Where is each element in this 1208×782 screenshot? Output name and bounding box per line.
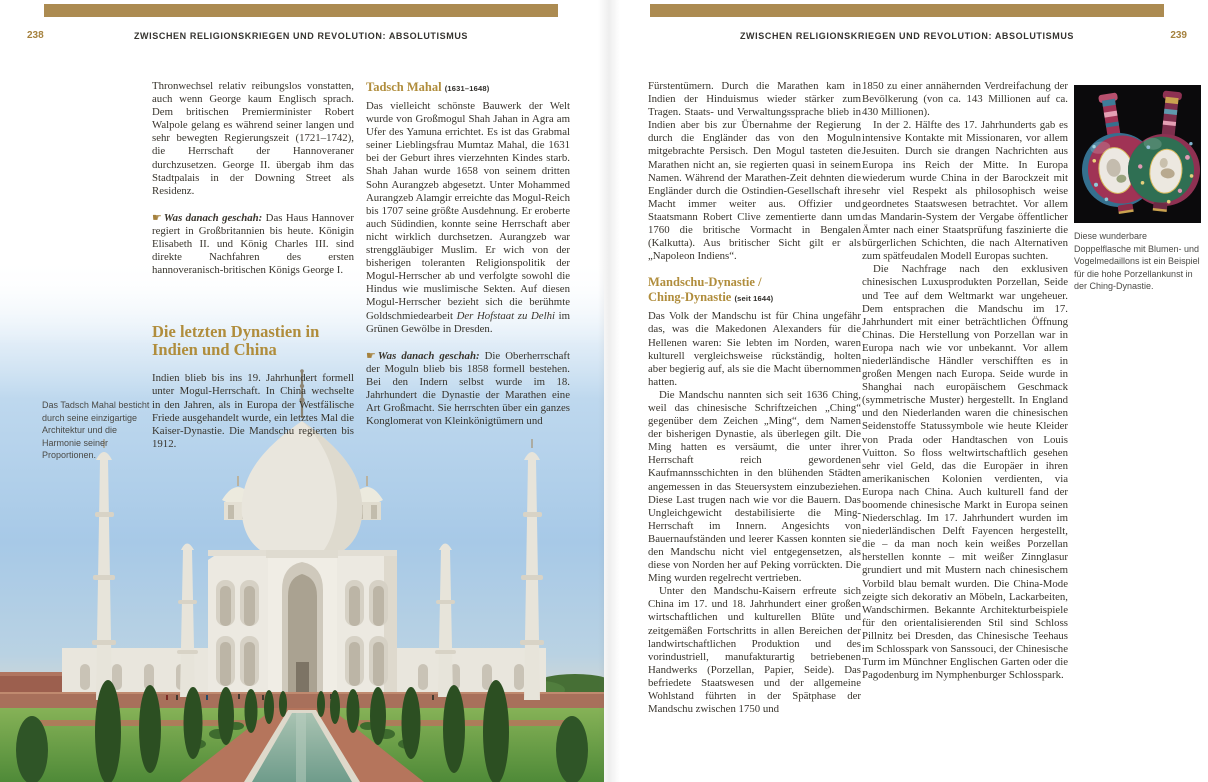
paragraph — [366, 100, 570, 336]
aftermath-paragraph — [366, 349, 570, 429]
paragraph: Thronwechsel relativ reibungslos vonstatten, auch wenn George kaum Englisch sprach. Dem britischen Premierminister Robert Walpole gelang es während seiner langen und sehr bewegten Regierungszeit (1721–1742), die Herrschaft der Hannoveraner durchzusetzen. George II. übergab ihm das Stadtpalais in der Downing Street als Residenz. — [152, 80, 354, 197]
section-heading: Die letzten Dynastien in Indien und China — [152, 322, 320, 359]
running-header-right: ZWISCHEN RELIGIONSKRIEGEN UND REVOLUTION: ABSOLUTISMUS — [739, 31, 1075, 41]
sub-heading — [366, 80, 570, 96]
paragraph: Unter den Mandschu-Kaisern erfreute sich China im 17. und 18. Jahrhundert einer großen wirtschaftlichen und kulturellen Blüte und zeitgemäßen Fortschritts in allen Bereichen der landwirtschaftlichen Produktion und des vorindustriell, manufakturartig betriebenen Handwerks (Porzellan, Papier, Seide). Das befriedete Staatswesen und der allgemeine Wohlstand führten in der Spätphase der Mandschu zwischen 1750 und — [648, 585, 861, 716]
paragraph: 1850 zu einer annähernden Verdreifachung der Bevölkerung (von ca. 143 Millionen auf ca. 430 Millionen). — [862, 80, 1068, 119]
sub-heading-line2: Ching-Dynastie — [648, 290, 732, 305]
paragraph: Das Volk der Mandschu ist für China ungefähr das, was die Makedonen Alexanders für die Hellenen waren: Sie lebten im Norden, waren kulturell vergleichsweise rückständig, holten aber begierig auf, als sie die Macht übernommen hatten. — [648, 310, 861, 388]
work-title-italic: Der Hofstaat zu Delhi — [456, 309, 555, 322]
right-page-column-2 — [862, 80, 1068, 682]
page-number-right: 239 — [1170, 30, 1187, 41]
aftermath-arrow-icon: ☛ — [152, 210, 162, 224]
paragraph: Die Mandschu nannten sich seit 1636 Ching, weil das chinesische Schriftzeichen „Ching“ gegenüber dem Zeichen „Ming“, dem Namen der bisherigen Dynastie, als überlegen gilt. Die Ming hatten es versäumt, die unter ihrer Herrschaft reich gewordenen Kaufmannsschichten in den blühenden Städten angemessen in das Steuersystem einzubeziehen. Diese Last trugen nach wie vor die Bauern. Das Ungleichgewicht destabilisierte die Ming-Herrschaft im Innern. Angesichts von Bauernaufständen und leerer Kassen konnten sie den Mandschu nicht viel entgegensetzen, als diese von Norden her auf Peking vorrückten. Die Ming wurden regelrecht vertrieben. — [648, 388, 861, 585]
aftermath-arrow-icon: ☛ — [366, 348, 376, 362]
aftermath-paragraph — [152, 211, 354, 277]
aftermath-label: Was danach geschah: — [163, 211, 263, 224]
running-header-left: ZWISCHEN RELIGIONSKRIEGEN UND REVOLUTION: ABSOLUTISMUS — [133, 31, 469, 41]
paragraph: Indien blieb bis ins 19. Jahrhundert formell unter Mogul-Herrschaft. In China wechselte in den Jahren, als in Europa der Westfälische Friede ausgehandelt wurde, ein letztes Mal die Kaiser-Dynastie. Die Mandschu regierten bis 1912. — [152, 372, 354, 450]
sub-heading-dates: (seit 1644) — [734, 294, 774, 304]
taj-photo-caption: Das Tadsch Mahal besticht durch seine einzigartige Architektur und die Harmonie seiner Proportionen. — [42, 400, 150, 461]
sub-heading-line1: Mandschu-Dynastie / — [648, 275, 762, 290]
page-number-left: 238 — [27, 30, 44, 41]
right-page-column-1 — [648, 80, 861, 716]
top-gold-bar-left — [44, 4, 558, 17]
paragraph-text: im Grünen Gewölbe in Dresden. — [366, 309, 571, 335]
left-page-column-1 — [152, 80, 354, 451]
sub-heading-dates: (1631–1648) — [444, 84, 490, 93]
paragraph-text: Das vielleicht schönste Bauwerk der Welt wurde von Großmogul Shah Jahan in Agra am Ufer des Yamuna errichtet. Es ist das Grabmal seiner Lieblingsfrau Mumtaz Mahal, die 1631 bei der Geburt ihres vierzehnten Kindes starb. Shah Jahan wurde 1658 von seinem dritten Sohn Aurangzeb abgesetzt. Unter Mohammed Aurangzeb Alamgir erreichte das Mogul-Reich bis 1707 seine größte Ausdehnung. Er eroberte auch Südindien, konnte seine Herrschaft aber nicht wirklich durchsetzen. Aurangzeb war strenggläubiger Muslim. Er wich von der bisherigen toleranten Religionspolitik der Mogul-Herrscher ab und verfolgte sowohl die Hindus wie muslimische Sekten. Auf diesen Mogul-Herrscher bezieht sich die berühmte Goldschmiedearbeit — [366, 100, 570, 322]
top-gold-bar-right — [650, 4, 1164, 17]
porcelain-double-flask-photo — [1074, 85, 1201, 223]
left-page-column-2 — [366, 80, 570, 428]
paragraph: Die Nachfrage nach den exklusiven chinesischen Luxusprodukten Porzellan, Seide und Tee auf dem Weltmarkt war ungeheuer. Dem entsprachen die Mandschu im 17. Jahrhundert mit einer beträchtlichen Öffnung Chinas. Die Herstellung von Porzellan war in Europa nach wie vor unbekannt. Vor allem niederländische Händler verschifften es in großen Mengen nach Europa. Seide wurde in Shanghai nach europäischem Geschmack (symmetrische Muster) hergestellt. In England und den Niederlanden waren die chinesischen Seidenstoffe Statussymbole wie heute Kleider von Prada oder Handtaschen von Louis Vuitton. So floss weltwirtschaftlich gesehen sehr viel Geld, das die Europäer in ihren amerikanischen Kolonien verdienten, via Europa nach China. Auch kulturell fand der boomende chinesische Markt in Europa seinen Niederschlag. Im 17. Jahrhundert wurden im niederländischen Delft Fayencen hergestellt, die – da man noch kein weißes Porzellan herstellen konnte – mit weißer Zinnglasur grundiert und mit Mustern nach chinesischem Vorbild blau bemalt wurden. Die China-Mode zeigte sich dekorativ an Möbeln, Lackarbeiten, Wandschirmen. Bekannte Architekturbeispiele für den orientalisierenden Stil sind Schloss Pillnitz bei Dresden, das Chinesische Teehaus im Schlosspark von Sanssouci, der Chinesische Turm im Münchner Englischen Garten oder die Pagodenburg im Nymphenburger Schlosspark. — [862, 263, 1068, 682]
taj-gardens — [0, 708, 604, 782]
aftermath-text: Die Oberherrschaft der Moguln blieb bis 1858 formell bestehen. Bei den Indern selbst wurde im 18. Jahrhundert die Dynastie der Marathen eine Art Großmacht. Sie herrschten über ein ganzes Konglomerat von Kleinkönigtümern und — [366, 349, 570, 428]
aftermath-text: Das Haus Hannover regiert in Großbritannien bis heute. Königin Elisabeth II. und König Charles III. sind direkte Nachfahren des ersten hannoveranisch-britischen Königs George I. — [152, 211, 355, 277]
sub-heading-title: Tadsch Mahal — [366, 80, 442, 94]
paragraph: Fürstentümern. Durch die Marathen kam in Indien der Hinduismus wieder stärker zum Tragen. Staats- und Verwaltungssprache blieb in Indien aber bis zur Übernahme der Regierung durch die Engländer das von den Moguln mitgebrachte Persisch. Den Mogul tasteten die Marathen nicht an, sie regierten quasi in seinem Namen. Während der Marathen-Zeit dehnten die Engländer durch die Ostindien-Gesellschaft ihre Macht immer weiter aus. Offizier und Staatsmann Robert Clive zementierte dann um 1760 die britische Vormacht in Bengalen (Kalkutta). Aus britischer Sicht gilt er als „Napoleon Indiens“. — [648, 80, 861, 263]
aftermath-label: Was danach geschah: — [377, 349, 480, 362]
sub-heading — [648, 275, 861, 306]
paragraph: In der 2. Hälfte des 17. Jahrhunderts gab es intensive Kontakte mit Missionaren, vor allem Jesuiten. Durch sie drangen Nachrichten aus Europa ins Reich der Mitte. In Europa wiederum wurde China in der Barockzeit mit sehr viel Respekt als philosophisch weise geordnetes Staatswesen betrachtet. Vor allem das Mandarin-System der Vergabe öffentlicher Ämter nach einer Staatsprüfung faszinierte die bürgerlichen Schichten, die nach Alternativen zum spätfeudalen Modell Europas suchten. — [862, 119, 1068, 263]
vase-photo-caption: Diese wunderbare Doppelflasche mit Blumen- und Vogelmedaillons ist ein Beispiel für die hohe Porzellankunst in der Ching-Dynastie. — [1074, 231, 1200, 292]
